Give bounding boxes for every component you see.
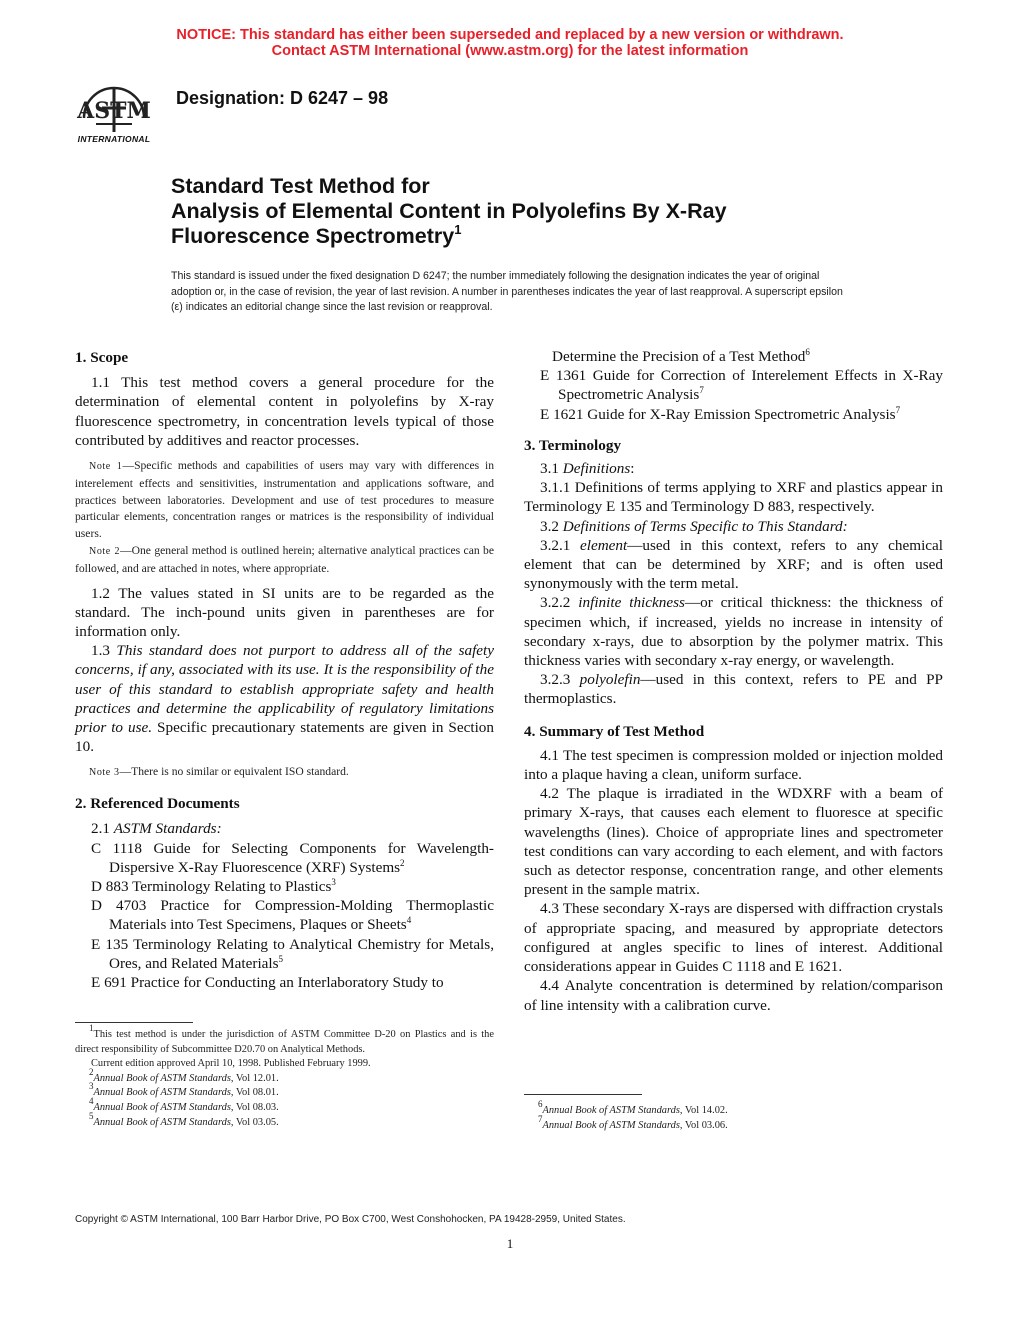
title-line-1: Standard Test Method for: [171, 174, 430, 198]
footnote-1: $^1$This test method is under the jurisdiction of ASTM Committee D-20 on Plastics and is the direct responsibility of Subcommittee D20.70 on Analytical Methods.: [75, 1023, 494, 1055]
ref-d4703: D 4703 Practice for Compression-Molding Thermoplastic Materials into Test Specimens, Plaques or Sheets$^4$: [91, 897, 494, 934]
left-column: [75, 348, 494, 992]
note-3: Note 3—There is no similar or equivalent ISO standard.: [89, 765, 349, 779]
astm-logo-subtitle: INTERNATIONAL: [77, 134, 151, 144]
left-footnotes: [75, 1023, 494, 1130]
designation: Designation: D 6247 – 98: [176, 88, 389, 108]
section-4-heading: 4. Summary of Test Method: [524, 722, 705, 740]
footnote-2: $^2$Annual Book of ASTM Standards, Vol 12.01.: [89, 1066, 279, 1084]
para-3-2: 3.2 Definitions of Terms Specific to This Standard:: [540, 517, 848, 535]
para-3-1: 3.1 Definitions:: [540, 460, 635, 478]
title-footnote-mark: 1: [454, 222, 462, 237]
section-1-heading: 1. Scope: [75, 349, 129, 366]
para-1-3: 1.3 This standard does not purport to address all of the safety concerns, if any, associated with its use. It is the responsibility of the user of this standard to establish appropriate safety and health practices and determine the applicability of regulatory limitations prior to use. Specific precautionary statements are given in Section 10.: [75, 642, 495, 756]
para-4-3: 4.3 These secondary X-rays are dispersed with diffraction crystals of appropriate spacing, and measured by appropriate detectors configured at angles specific to lines of interest. Additional considerations appear in Guides C 1118 and E 1621.: [524, 900, 943, 976]
ref-d883: D 883 Terminology Relating to Plastics$^3$: [91, 877, 336, 896]
astm-logo: [66, 74, 162, 148]
para-1-1: 1.1 This test method covers a general procedure for the determination of elemental content in polyolefins by X-ray fluorescence spectrometry, in concentration levels typical of those contributed by additives and reactor processes.: [75, 374, 494, 449]
title-line-2: Analysis of Elemental Content in Polyolefins By X-Ray: [171, 199, 727, 223]
footnote-3: $^3$Annual Book of ASTM Standards, Vol 08.01.: [89, 1081, 279, 1099]
ref-e135: E 135 Terminology Relating to Analytical Chemistry for Metals, Ores, and Related Materials$^5$: [91, 935, 494, 972]
right-column: [524, 347, 943, 1015]
footnote-5: $^5$Annual Book of ASTM Standards, Vol 03.05.: [89, 1110, 279, 1128]
notice-line-2: Contact ASTM International (www.astm.org) for the latest information: [271, 43, 749, 59]
issued-note: This standard is issued under the fixed designation D 6247; the number immediately following the designation indicates the year of original adoption or, in the case of revision, the year of last revision. A number in parentheses indicates the year of last reapproval. A superscript epsilon (ε) indicates an editorial change since the last revision or reapproval.: [171, 270, 843, 313]
para-3-2-2: 3.2.2 infinite thickness—or critical thickness: the thickness of specimen which, if increased, yields no increase in intensity of secondary x-rays, due to absorption by the polymer matrix. This thickness varies with secondary x-ray energy, or wavelength.: [524, 594, 943, 670]
note-1: Note 1—Specific methods and capabilities of users may vary with differences in interelement effects and sensitivities, instrumentation and applications software, and practices between laboratories. Development and use of test procedures to measure particular elements, concentration ranges or matrices is the responsibility of individual users.: [75, 459, 494, 541]
para-4-4: 4.4 Analyte concentration is determined by relation/comparison of line intensity with a calibration curve.: [524, 977, 943, 1014]
para-4-1: 4.1 The test specimen is compression molded or injection molded into a plaque having a clean, uniform surface.: [524, 746, 943, 784]
right-footnotes: [524, 1099, 943, 1133]
footnote-4: $^4$Annual Book of ASTM Standards, Vol 08.03.: [89, 1095, 279, 1113]
para-3-1-1: 3.1.1 Definitions of terms applying to XRF and plastics appear in Terminology E 135 and Terminology D 883, respectively.: [524, 479, 943, 516]
section-3-heading: 3. Terminology: [524, 436, 622, 454]
ref-e691-cont: Determine the Precision of a Test Method$^6$: [552, 347, 810, 365]
para-2-1: 2.1 ASTM Standards:: [91, 820, 222, 838]
page-number: 1: [506, 1236, 514, 1251]
para-1-2: 1.2 The values stated in SI units are to be regarded as the standard. The inch-pound units given in parentheses are for information only.: [75, 584, 494, 640]
copyright: Copyright © ASTM International, 100 Barr Harbor Drive, PO Box C700, West Conshohocken, PA 19428-2959, United States.: [75, 1214, 626, 1225]
para-4-2: 4.2 The plaque is irradiated in the WDXRF with a beam of primary X-rays, that causes each element to fluoresce at specific wavelengths (lines). Choice of appropriate lines and spectrometer test conditions can vary according to each element, and with factors such as detector response, concentration range, and other elements present in the sample matrix.: [524, 785, 943, 899]
footnote-6: $^6$Annual Book of ASTM Standards, Vol 14.02.: [538, 1099, 728, 1116]
note-2: Note 2—One general method is outlined herein; alternative analytical practices can be followed, and are attached in notes, where appropriate.: [75, 544, 494, 575]
title-line-3: Fluorescence Spectrometry: [171, 224, 455, 248]
section-2-heading: 2. Referenced Documents: [75, 795, 240, 813]
para-3-2-1: 3.2.1 element—used in this context, refers to any chemical element that can be determined by XRF; and is often used synonymously with the term metal.: [524, 536, 943, 593]
notice-line-1: NOTICE: This standard has either been superseded and replaced by a new version or withdrawn.: [176, 27, 844, 43]
footnote-1-edition: Current edition approved April 10, 1998. Published February 1999.: [91, 1058, 371, 1070]
footnote-rule-right: [524, 1094, 642, 1095]
ref-e1361: E 1361 Guide for Correction of Interelement Effects in X-Ray Spectrometric Analysis$^7$: [540, 367, 943, 404]
document-title: [171, 174, 871, 249]
ref-e691: E 691 Practice for Conducting an Interlaboratory Study to: [91, 974, 444, 992]
astm-logo-word: ASTM: [77, 98, 151, 124]
ref-e1621: E 1621 Guide for X-Ray Emission Spectrometric Analysis$^7$: [540, 404, 901, 423]
para-3-2-3: 3.2.3 polyolefin—used in this context, refers to PE and PP thermoplastics.: [524, 671, 943, 708]
footnote-7: $^7$Annual Book of ASTM Standards, Vol 03.06.: [538, 1113, 728, 1131]
ref-c1118: C 1118 Guide for Selecting Components for Wavelength-Dispersive X-Ray Fluorescence (XRF) Systems$^2$: [91, 839, 494, 876]
